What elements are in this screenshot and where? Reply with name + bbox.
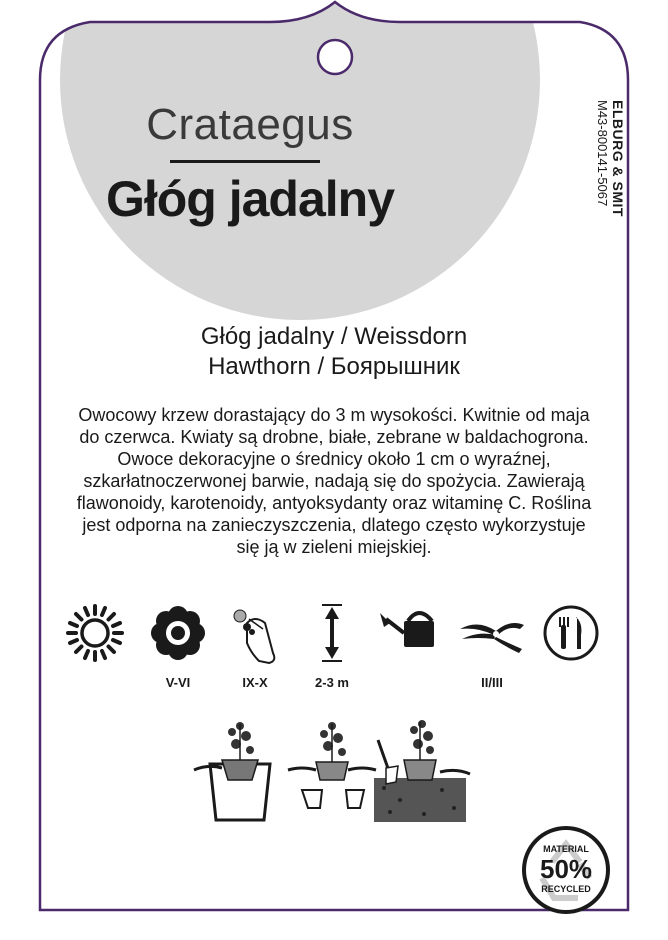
harvest-period-label: IX-X [242, 675, 268, 690]
edible-icon [545, 607, 597, 659]
height-label: 2-3 m [315, 675, 349, 690]
latin-name: Crataegus [146, 100, 354, 149]
watering-can-icon [380, 613, 434, 647]
recycled-badge-percent-text: 50% [539, 854, 593, 884]
height-arrow-icon [322, 605, 342, 661]
planting-step-plant-icon [374, 720, 470, 822]
recycled-badge [524, 828, 608, 912]
title-divider [170, 160, 320, 163]
plant-description: Owocowy krzew dorastający do 3 m wysokości. Kwitnie od maja do czerwca. Kwiaty są drobne, białe, zebrane w baldachogrona. Owoce dekoracyjne o średnicy około 1 cm o wyraźnej, szkarłatnoczerwonej barwie, nadają się do spożycia. Zawierają flawonoidy, karotenoidy, antyoksydanty oraz witaminę C. Roślina jest odporna na zanieczyszczenia, dlatego często wykorzystuje się ją w zieleni miejskiej. [76, 405, 592, 557]
polish-name: Głóg jadalny [105, 171, 395, 227]
pruning-period-label: II/III [481, 675, 503, 690]
product-code: M43-800141-5067 [595, 100, 610, 207]
pruning-shears-icon [460, 623, 524, 653]
flowering-period-label: V-VI [165, 675, 191, 690]
sun-icon [68, 606, 122, 660]
planting-step-soak-icon [194, 722, 270, 820]
brand-block [595, 100, 630, 260]
planting-step-unpot-icon [288, 722, 376, 808]
flower-icon [151, 606, 205, 660]
recycled-badge-top-text: MATERIAL [543, 844, 589, 854]
harvest-hand-icon [234, 610, 274, 663]
brand-name: ELBURG & SMIT [610, 100, 626, 217]
common-names-line-1: Głóg jadalny / Weissdorn [200, 323, 468, 350]
recycled-badge-bottom-text: RECYCLED [541, 884, 591, 894]
hang-hole [318, 40, 352, 74]
common-names-line-2: Hawthorn / Боярышник [208, 353, 460, 380]
